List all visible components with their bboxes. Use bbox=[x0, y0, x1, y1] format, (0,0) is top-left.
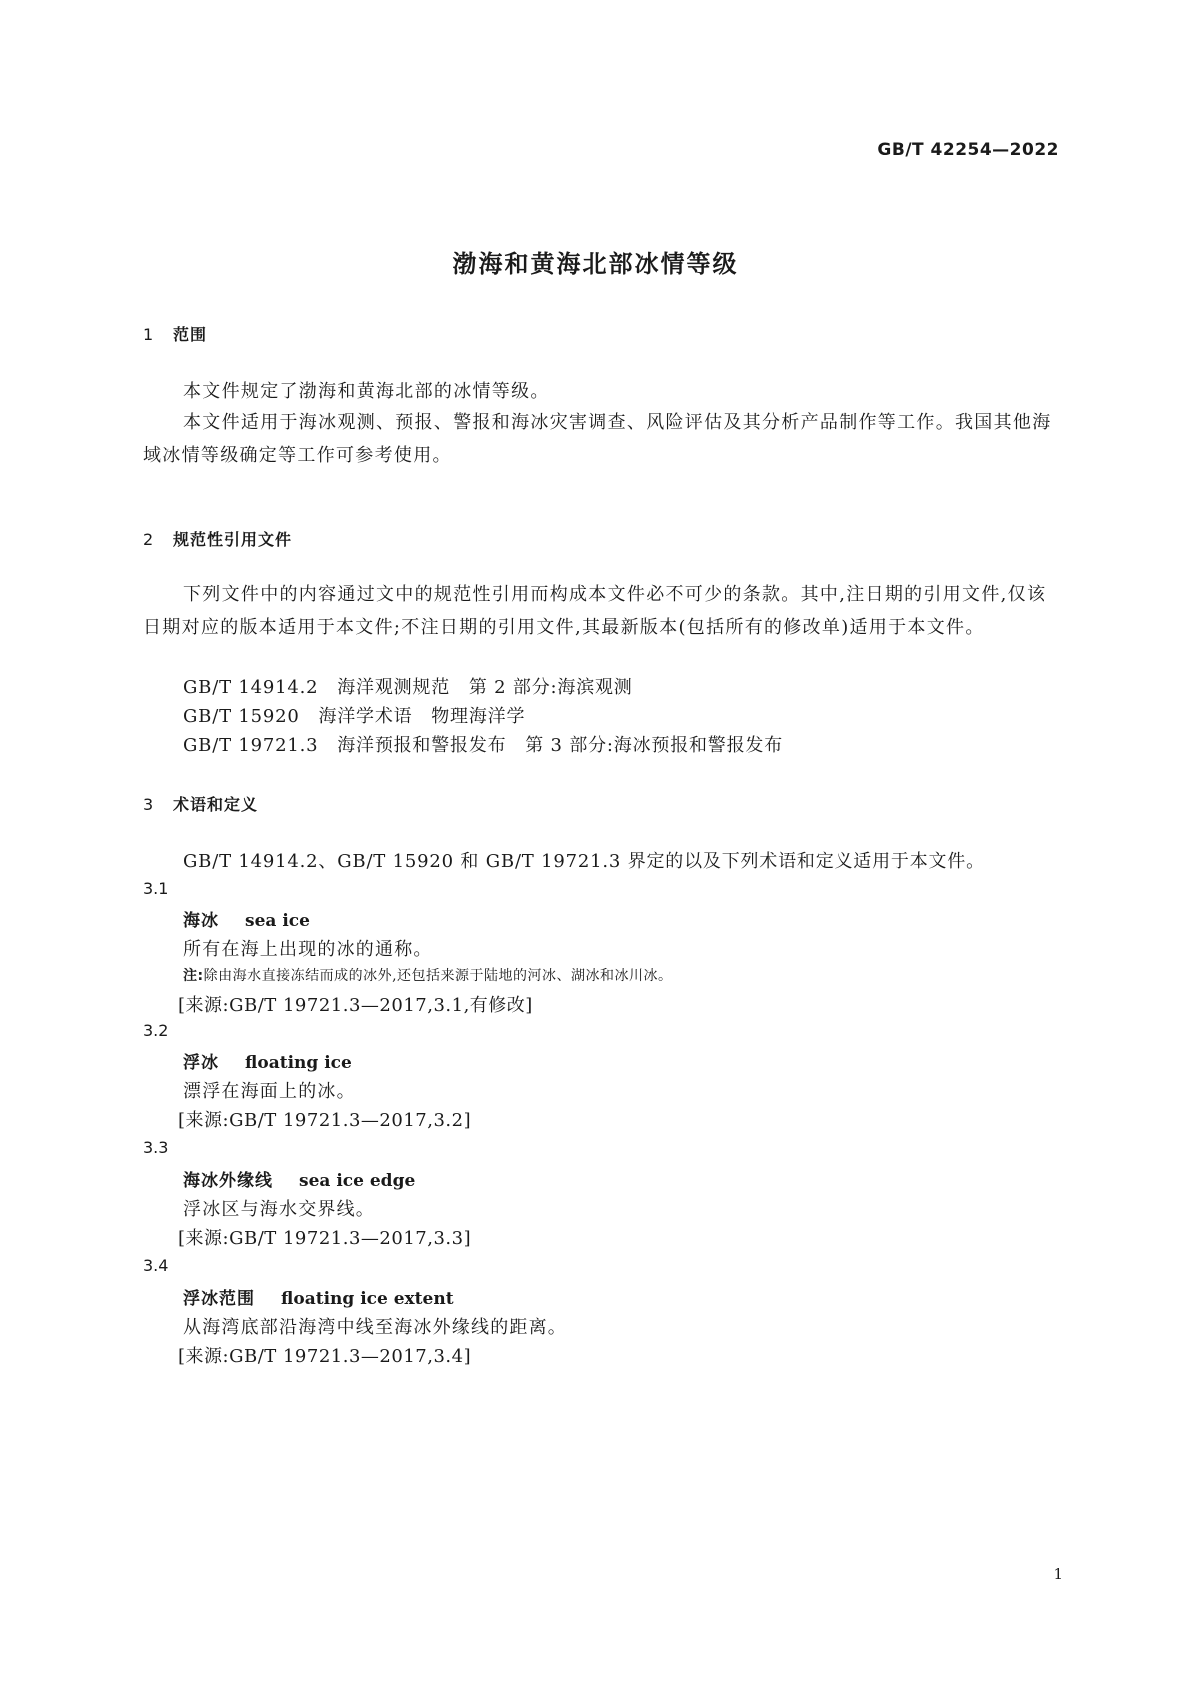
standard-number: GB/T 42254—2022 bbox=[877, 140, 1059, 160]
term-en: sea ice edge bbox=[299, 1171, 416, 1191]
term-definition: 所有在海上出现的冰的通称。 bbox=[183, 939, 433, 960]
term-number: 3.4 bbox=[143, 1256, 169, 1275]
term-source: [来源:GB/T 19721.3—2017,3.3] bbox=[178, 1228, 472, 1249]
term-zh: 海冰外缘线 bbox=[183, 1171, 273, 1191]
section-1-paragraph: 本文件适用于海冰观测、预报、警报和海冰灾害调查、风险评估及其分析产品制作等工作。我国其他海域冰情等级确定等工作可参考使用。 bbox=[143, 412, 1052, 466]
term-number: 3.1 bbox=[143, 879, 169, 898]
section-3-intro: GB/T 14914.2、GB/T 15920 和 GB/T 19721.3 界定的以及下列术语和定义适用于本文件。 bbox=[183, 851, 985, 872]
section-number: 1 bbox=[143, 325, 155, 344]
term-title bbox=[183, 1166, 415, 1191]
term-zh: 浮冰范围 bbox=[183, 1289, 255, 1309]
section-1-heading bbox=[143, 322, 207, 345]
section-number: 2 bbox=[143, 530, 155, 549]
term-title bbox=[183, 1284, 454, 1309]
term-number: 3.2 bbox=[143, 1021, 169, 1040]
term-en: floating ice extent bbox=[281, 1289, 454, 1309]
term-definition: 从海湾底部沿海湾中线至海冰外缘线的距离。 bbox=[183, 1317, 567, 1338]
term-source: [来源:GB/T 19721.3—2017,3.4] bbox=[178, 1346, 472, 1367]
term-definition: 漂浮在海面上的冰。 bbox=[183, 1081, 356, 1102]
section-title: 范围 bbox=[173, 325, 208, 344]
section-2-heading bbox=[143, 527, 292, 550]
reference-item: GB/T 15920 海洋学术语 物理海洋学 bbox=[183, 706, 526, 727]
term-title bbox=[183, 1048, 352, 1073]
document-title: 渤海和黄海北部冰情等级 bbox=[452, 250, 739, 278]
reference-item: GB/T 19721.3 海洋预报和警报发布 第 3 部分:海冰预报和警报发布 bbox=[183, 735, 783, 756]
section-title: 规范性引用文件 bbox=[173, 530, 293, 549]
section-number: 3 bbox=[143, 795, 155, 814]
term-title bbox=[183, 906, 310, 931]
section-1-paragraph: 本文件规定了渤海和黄海北部的冰情等级。 bbox=[183, 381, 550, 402]
section-2-intro: 下列文件中的内容通过文中的规范性引用而构成本文件必不可少的条款。其中,注日期的引用文件,仅该日期对应的版本适用于本文件;不注日期的引用文件,其最新版本(包括所有的修改单)适用于本文件。 bbox=[143, 584, 1047, 638]
reference-item: GB/T 14914.2 海洋观测规范 第 2 部分:海滨观测 bbox=[183, 677, 633, 698]
note-label: 注: bbox=[183, 968, 204, 984]
page-number: 1 bbox=[1053, 1565, 1063, 1583]
term-note bbox=[183, 965, 673, 985]
section-3-heading bbox=[143, 792, 258, 815]
term-source: [来源:GB/T 19721.3—2017,3.1,有修改] bbox=[178, 995, 533, 1016]
term-en: sea ice bbox=[245, 911, 310, 931]
term-definition: 浮冰区与海水交界线。 bbox=[183, 1199, 375, 1220]
term-zh: 海冰 bbox=[183, 911, 219, 931]
term-en: floating ice bbox=[245, 1053, 352, 1073]
term-zh: 浮冰 bbox=[183, 1053, 219, 1073]
note-text: 除由海水直接冻结而成的冰外,还包括来源于陆地的河冰、湖冰和冰川冰。 bbox=[203, 968, 673, 984]
term-source: [来源:GB/T 19721.3—2017,3.2] bbox=[178, 1110, 472, 1131]
section-title: 术语和定义 bbox=[173, 795, 259, 814]
term-number: 3.3 bbox=[143, 1138, 169, 1157]
